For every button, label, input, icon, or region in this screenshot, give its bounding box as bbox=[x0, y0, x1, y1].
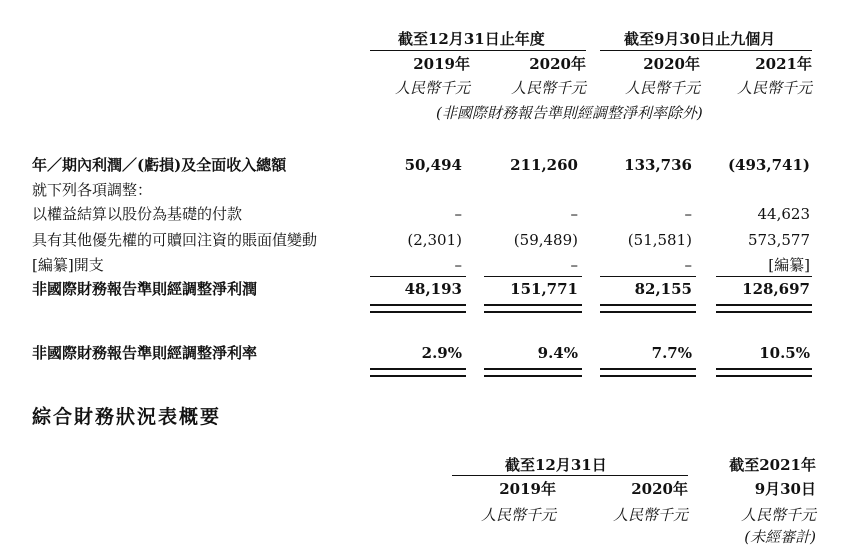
cell-adj-profit-2021-9m: 128,697 bbox=[742, 280, 810, 298]
bottom-col-unaudited: (未經審計) bbox=[744, 528, 816, 546]
col-year-2020: 2020年 bbox=[529, 55, 586, 73]
cell-profit-2020-9m: 133,736 bbox=[624, 156, 692, 174]
col-year-2020-nine-months: 2020年 bbox=[643, 55, 700, 73]
bottom-col-year-2019: 2019年 bbox=[499, 480, 556, 498]
subtotal-rule bbox=[370, 276, 466, 277]
header-group-year-ended: 截至12月31日止年度 bbox=[398, 30, 545, 48]
cell-listing-2019: – bbox=[454, 256, 462, 274]
cell-redeemable-2020-9m: (51,581) bbox=[627, 231, 692, 249]
bottom-header-as-at-2021: 截至2021年 bbox=[729, 456, 816, 474]
bottom-header-group-dec31: 截至12月31日 bbox=[505, 456, 607, 474]
header-note: (非國際財務報告準則經調整淨利率除外) bbox=[436, 104, 703, 122]
row-label-listing-expenses: [編纂]開支 bbox=[32, 256, 104, 274]
header-underline bbox=[600, 50, 812, 51]
total-double-rule bbox=[370, 304, 466, 313]
cell-profit-2020: 211,260 bbox=[510, 156, 578, 174]
row-label-redeemable: 具有其他優先權的可贖回注資的賬面值變動 bbox=[32, 231, 318, 249]
cell-margin-2019: 2.9% bbox=[421, 344, 462, 362]
cell-profit-2019: 50,494 bbox=[404, 156, 462, 174]
header-underline bbox=[452, 475, 688, 476]
cell-listing-2021-9m: [編纂] bbox=[768, 256, 810, 274]
col-unit: 人民幣千元 bbox=[736, 79, 812, 97]
subtotal-rule bbox=[600, 276, 696, 277]
total-double-rule bbox=[484, 304, 582, 313]
subtotal-rule bbox=[484, 276, 582, 277]
cell-margin-2021-9m: 10.5% bbox=[759, 344, 810, 362]
col-unit: 人民幣千元 bbox=[510, 79, 586, 97]
row-label-adjustments: 就下列各項調整： bbox=[32, 181, 153, 199]
subtotal-rule bbox=[716, 276, 812, 277]
row-label-profit: 年／期內利潤／(虧損)及全面收入總額 bbox=[32, 156, 287, 174]
cell-share-based-2020-9m: – bbox=[684, 205, 692, 223]
col-unit: 人民幣千元 bbox=[394, 79, 470, 97]
total-double-rule bbox=[716, 368, 812, 377]
cell-redeemable-2020: (59,489) bbox=[513, 231, 578, 249]
row-label-adjusted-net-profit: 非國際財務報告準則經調整淨利潤 bbox=[32, 280, 258, 298]
col-year-2019: 2019年 bbox=[413, 55, 470, 73]
total-double-rule bbox=[370, 368, 466, 377]
header-underline bbox=[370, 50, 586, 51]
cell-redeemable-2021-9m: 573,577 bbox=[747, 231, 810, 249]
bottom-col-unit: 人民幣千元 bbox=[480, 506, 556, 524]
row-label-adjusted-net-margin: 非國際財務報告準則經調整淨利率 bbox=[32, 344, 258, 362]
cell-share-based-2020: – bbox=[570, 205, 578, 223]
header-group-nine-months: 截至9月30日止九個月 bbox=[624, 30, 776, 48]
total-double-rule bbox=[716, 304, 812, 313]
cell-redeemable-2019: (2,301) bbox=[407, 231, 462, 249]
section-title: 綜合財務狀況表概要 bbox=[32, 406, 222, 428]
cell-margin-2020: 9.4% bbox=[537, 344, 578, 362]
total-double-rule bbox=[600, 368, 696, 377]
total-double-rule bbox=[600, 304, 696, 313]
cell-adj-profit-2020: 151,771 bbox=[510, 280, 578, 298]
cell-adj-profit-2020-9m: 82,155 bbox=[634, 280, 692, 298]
bottom-col-unit: 人民幣千元 bbox=[740, 506, 816, 524]
col-year-2021: 2021年 bbox=[755, 55, 812, 73]
cell-share-based-2019: – bbox=[454, 205, 462, 223]
cell-listing-2020-9m: – bbox=[684, 256, 692, 274]
cell-adj-profit-2019: 48,193 bbox=[404, 280, 462, 298]
bottom-col-sep30: 9月30日 bbox=[754, 480, 816, 498]
cell-margin-2020-9m: 7.7% bbox=[651, 344, 692, 362]
cell-share-based-2021-9m: 44,623 bbox=[757, 205, 810, 223]
row-label-share-based: 以權益結算以股份為基礎的付款 bbox=[32, 205, 243, 223]
total-double-rule bbox=[484, 368, 582, 377]
cell-listing-2020: – bbox=[570, 256, 578, 274]
bottom-col-unit: 人民幣千元 bbox=[612, 506, 688, 524]
cell-profit-2021-9m: (493,741) bbox=[727, 156, 810, 174]
col-unit: 人民幣千元 bbox=[624, 79, 700, 97]
bottom-col-year-2020: 2020年 bbox=[631, 480, 688, 498]
